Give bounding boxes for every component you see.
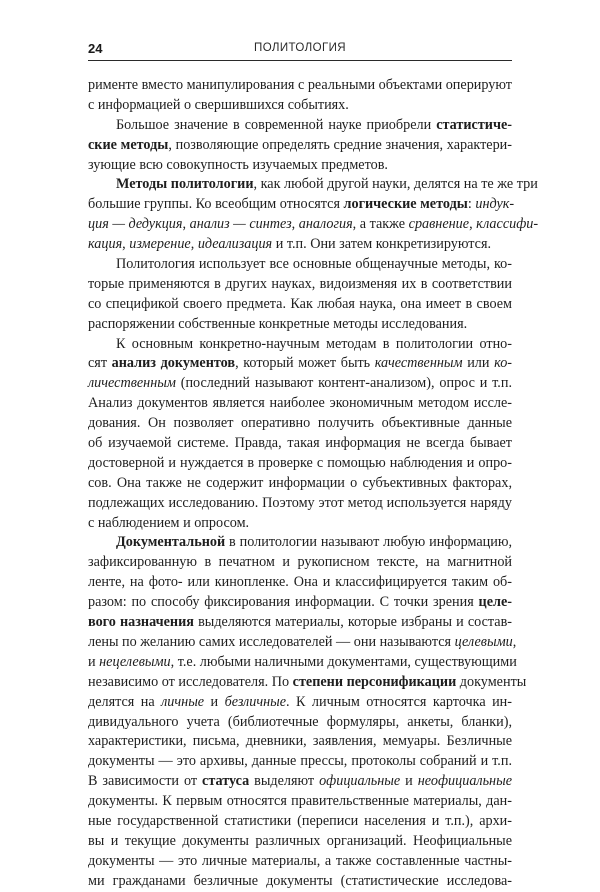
- text-line: [88, 573, 512, 593]
- italic-term: безличные: [224, 693, 287, 710]
- bold-term: анализ документов: [111, 355, 236, 372]
- text-segment: К основным конкретно-научным методам в политологии отно-: [116, 335, 512, 352]
- text-line: [88, 792, 512, 812]
- text-line: [88, 752, 512, 772]
- bold-term: целе-: [478, 594, 512, 611]
- text-segment: в политологии называют любую информацию,: [225, 534, 512, 551]
- text-segment: документы — это личные материалы, а также составленные частны-: [88, 852, 512, 869]
- text-segment: или: [462, 355, 495, 372]
- bold-term: вого назначения: [88, 614, 194, 631]
- text-segment: независимо от исследователя. По: [88, 673, 293, 690]
- text-segment: дования. Он позволяет оперативно получить объективные данные: [88, 415, 512, 432]
- text-segment: Анализ документов является наиболее экономичным методом иссле-: [88, 395, 512, 412]
- text-segment: , а также: [352, 216, 409, 233]
- body-text: [88, 76, 539, 892]
- text-line: [88, 673, 527, 693]
- text-segment: :: [467, 196, 476, 213]
- text-line: [88, 136, 512, 156]
- text-line: [88, 713, 512, 733]
- text-line: [88, 514, 512, 534]
- text-line: [88, 852, 512, 872]
- text-line: [88, 295, 512, 315]
- bold-term: ские методы: [88, 136, 169, 153]
- italic-term: сравнение: [408, 216, 470, 233]
- text-line: [88, 275, 512, 295]
- text-line: [88, 96, 512, 116]
- text-segment: со спецификой своего предмета. Как любая наука, она имеет в своем: [88, 295, 512, 312]
- italic-term: аналогия: [298, 216, 353, 233]
- text-segment: делятся на: [88, 693, 162, 710]
- text-segment: разом: по способу фиксирования информации. С точки зрения: [88, 594, 479, 611]
- text-segment: документы — это архивы, данные прессы, протоколы собраний и т.п.: [88, 753, 512, 770]
- text-segment: зующие всю совокупность изучаемых предметов.: [88, 156, 388, 173]
- text-segment: выделяют: [249, 773, 320, 790]
- text-segment: ,: [190, 236, 198, 253]
- text-segment: об изучаемой системе. Правда, такая информация не всегда бывает: [88, 435, 512, 452]
- text-line: [88, 434, 512, 454]
- page-number: 24: [88, 41, 103, 56]
- italic-term: неофициальные: [417, 773, 512, 790]
- italic-term: индук-: [475, 196, 515, 213]
- text-line: [88, 156, 512, 176]
- text-segment: вы и текущие документы различных организаций. Неофициальные: [88, 832, 512, 849]
- text-line: [88, 315, 512, 335]
- bold-term: Документальной: [116, 534, 226, 551]
- text-line: [88, 454, 512, 474]
- bold-term: статистиче-: [436, 116, 512, 133]
- text-line: [88, 235, 512, 255]
- text-line: [88, 374, 512, 394]
- text-segment: ,: [469, 216, 477, 233]
- text-segment: (последний называют контент-анализом), опрос и т.п.: [175, 375, 512, 392]
- text-segment: зафиксированную в печатном и рукописном тексте, на магнитной: [88, 554, 512, 571]
- text-line: [88, 693, 512, 713]
- page-header: [88, 38, 512, 61]
- bold-term: логические методы: [343, 196, 468, 213]
- text-segment: . К личным относятся карточка ин-: [286, 693, 512, 710]
- text-segment: ,: [291, 216, 299, 233]
- italic-term: личественным: [88, 375, 176, 392]
- italic-term: классифи-: [476, 216, 539, 233]
- italic-term: качественным: [374, 355, 463, 372]
- text-line: [88, 195, 515, 215]
- italic-term: ко-: [494, 355, 513, 372]
- text-segment: Большое значение в современной науке приобрели: [116, 116, 437, 133]
- text-segment: ,: [512, 633, 517, 650]
- text-line: [88, 533, 512, 553]
- text-segment: выделяются материалы, которые избраны и состав-: [193, 614, 512, 631]
- text-line: [88, 116, 512, 136]
- text-segment: , позволяющие определять средние значения, характери-: [168, 136, 512, 153]
- text-line: [88, 494, 512, 514]
- text-segment: с наблюдением и опросом.: [88, 514, 250, 531]
- text-segment: и: [88, 653, 100, 670]
- text-line: [88, 335, 512, 355]
- text-segment: ,: [122, 236, 130, 253]
- text-segment: характеристики, письма, дневники, заявления, мемуары. Безличные: [88, 733, 512, 750]
- text-segment: , т.е. любыми наличными документами, существующими: [170, 653, 517, 670]
- text-segment: распоряжении собственные конкретные методы исследования.: [88, 315, 468, 332]
- text-segment: рименте вместо манипулирования с реальными объектами оперируют: [88, 77, 512, 93]
- text-line: [88, 553, 512, 573]
- text-segment: В зависимости от: [88, 773, 203, 790]
- italic-term: измерение: [129, 236, 191, 253]
- text-line: [88, 215, 539, 235]
- italic-term: официальные: [319, 773, 401, 790]
- text-line: [88, 76, 512, 96]
- text-segment: и: [204, 693, 225, 710]
- text-segment: документы. К первым относятся правительственные материалы, дан-: [88, 793, 512, 810]
- text-segment: достоверной и нуждается в проверке с помощью наблюдения и опро-: [88, 454, 512, 471]
- italic-term: ция — дедукция: [88, 216, 183, 233]
- text-segment: большие группы. Ко всеобщим относятся: [88, 196, 344, 213]
- text-segment: ленте, на фото- или кинопленке. Она и классифицируется таким об-: [88, 574, 512, 591]
- text-line: [88, 613, 512, 633]
- text-segment: Политология использует все основные общенаучные методы, ко-: [116, 256, 512, 273]
- text-line: [88, 732, 512, 752]
- bold-term: степени персонификации: [292, 673, 457, 690]
- italic-term: личные: [161, 693, 205, 710]
- text-segment: , который может быть: [235, 355, 375, 372]
- text-segment: ми гражданами безличные документы (статистические исследова-: [88, 872, 512, 889]
- text-line: [88, 255, 512, 275]
- italic-term: идеализация: [197, 236, 273, 253]
- text-segment: сят: [88, 355, 112, 372]
- text-segment: и т.п. Они затем конкретизируются.: [272, 236, 492, 253]
- text-segment: подлежащих исследованию. Поэтому этот метод используется наряду: [88, 494, 512, 511]
- text-segment: торые применяются в других науках, видоизменяя их в соответствии: [88, 275, 512, 292]
- text-line: [88, 474, 512, 494]
- text-line: [88, 653, 517, 673]
- text-segment: , как любой другой науки, делятся на те же три: [253, 176, 538, 193]
- text-line: [88, 832, 512, 852]
- text-line: [88, 772, 512, 792]
- text-line: [88, 812, 512, 832]
- text-segment: ,: [182, 216, 190, 233]
- text-line: [88, 633, 517, 653]
- italic-term: целевыми: [454, 633, 513, 650]
- text-line: [88, 354, 512, 374]
- text-line: [88, 593, 512, 613]
- text-line: [88, 414, 512, 434]
- italic-term: нецелевыми: [99, 653, 171, 670]
- text-segment: ные государственной статистики (переписи населения и т.п.), архи-: [88, 812, 512, 829]
- text-line: [88, 394, 512, 414]
- text-segment: дивидуального учета (библиотечные формуляры, анкеты, бланки),: [88, 713, 512, 730]
- text-segment: сов. Она также не содержит информации о субъективных факторах,: [88, 474, 512, 491]
- running-title: ПОЛИТОЛОГИЯ: [254, 42, 346, 54]
- text-line: [88, 175, 538, 195]
- italic-term: кация: [88, 236, 123, 253]
- text-segment: документы: [456, 673, 527, 690]
- bold-term: Методы политологии: [116, 176, 254, 193]
- text-line: [88, 872, 512, 892]
- text-segment: с информацией о свершившихся событиях.: [88, 96, 349, 113]
- text-segment: лены по желанию самих исследователей — они называются: [88, 633, 455, 650]
- text-segment: и: [400, 773, 418, 790]
- italic-term: анализ — синтез: [189, 216, 292, 233]
- bold-term: статуса: [202, 773, 250, 790]
